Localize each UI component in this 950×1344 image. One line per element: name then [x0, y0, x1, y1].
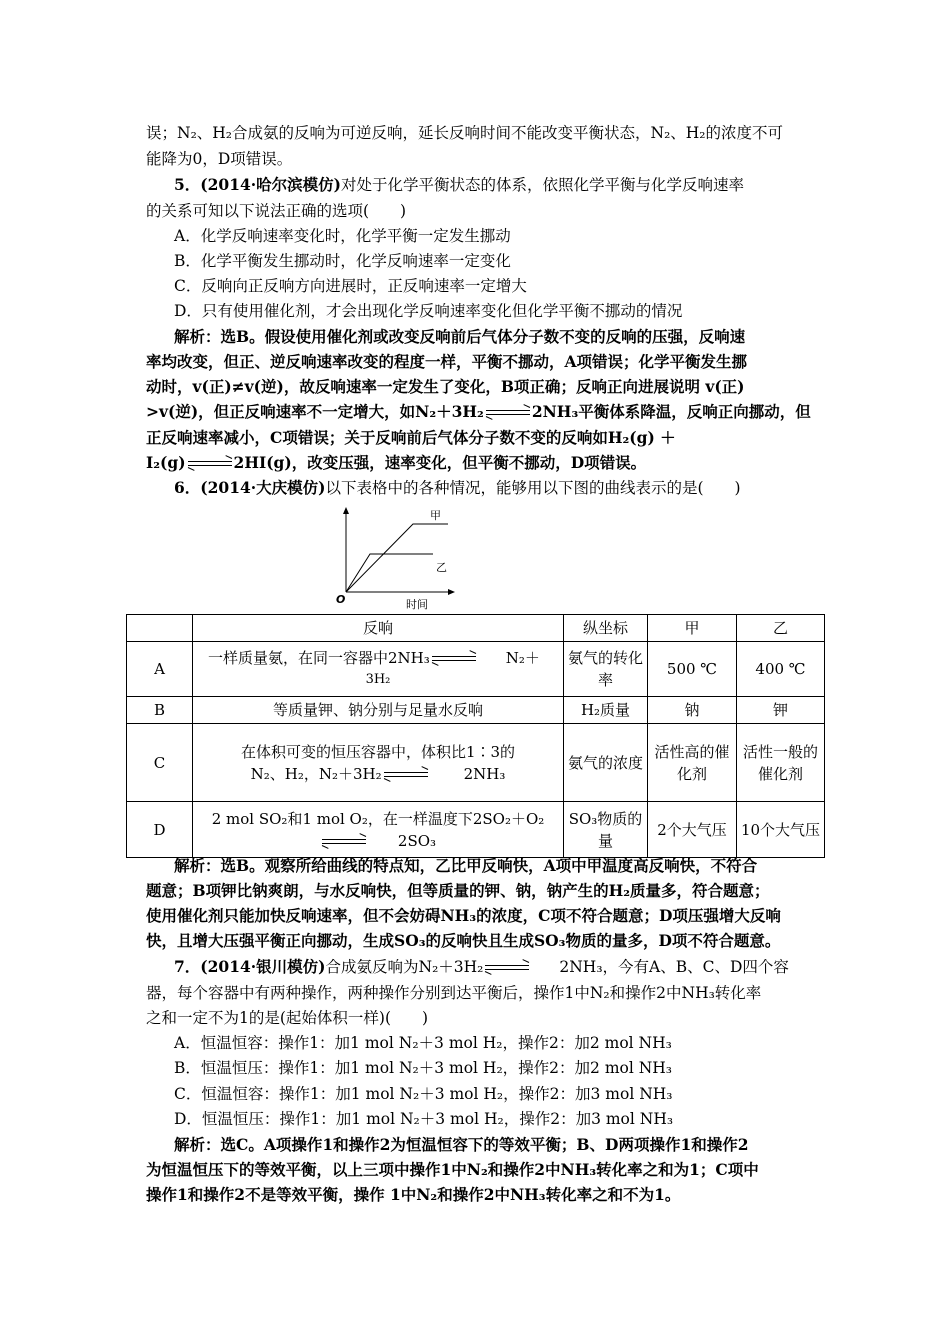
text-segment: 在体积可变的恒压容器中，体积比1∶3的	[240, 742, 516, 761]
jia-cell: 2个大气压	[648, 802, 737, 858]
ycoord-cell: 氨气的转化率	[564, 642, 648, 697]
origin-label: O	[336, 593, 346, 606]
text-segment: 一样质量氨，在同一容器中2NH₃	[208, 649, 430, 667]
answer-line: 动时，v(正)≠v(逆)，故反响速率一定发生了变化，B项正确；反响正向进展说明 v(正)	[146, 377, 745, 396]
answer-line	[146, 453, 646, 473]
yi-cell: 活性一般的催化剂	[737, 724, 825, 802]
table-header-cell: 甲	[648, 615, 737, 642]
equilibrium-arrow-icon	[432, 654, 476, 664]
equilibrium-arrow-icon	[485, 963, 529, 973]
option-b: B．化学平衡发生挪动时，化学反响速率一定变化	[174, 252, 511, 270]
curve-graph	[330, 505, 460, 610]
text-segment: 2 mol SO₂和1 mol O₂，在一样温度下2SO₂＋O₂	[211, 809, 545, 828]
jia-cell: 活性高的催化剂	[648, 724, 737, 802]
text-segment: 2NH₃	[463, 764, 506, 783]
row-label: D	[127, 802, 193, 858]
answer-line: 率均改变，但正、逆反响速率改变的程度一样，平衡不挪动，A项错误；化学平衡发生挪	[146, 352, 748, 371]
text-segment: 3H₂	[365, 672, 391, 687]
option-d: D．恒温恒压：操作1：加1 mol N₂＋3 mol H₂，操作2：加3 mol NH₃	[174, 1110, 674, 1128]
table-header-row	[127, 615, 825, 642]
answer-line: 为恒温恒压下的等效平衡，以上三项中操作1中N₂和操作2中NH₃转化率之和为1；C项中	[146, 1160, 759, 1179]
reaction-cell	[193, 642, 564, 697]
table-header-cell: 反响	[193, 615, 564, 642]
text-segment: I₂(g)	[146, 453, 186, 472]
equilibrium-arrow-icon	[188, 459, 232, 469]
ycoord-cell: H₂质量	[564, 697, 648, 724]
text-line: 对处于化学平衡状态的体系，依照化学平衡与化学反响速率	[341, 176, 745, 194]
question-number: 5．(2014·哈尔滨模仿)	[174, 175, 341, 194]
table-row	[127, 642, 825, 697]
text-segment: N₂＋	[505, 649, 540, 667]
table-row	[127, 697, 825, 724]
answer-line	[146, 402, 811, 422]
ycoord-cell: 氨气的浓度	[564, 724, 648, 802]
answer-line: 解析：选B。假设使用催化剂或改变反响前后气体分子数不变的反响的压强，反响速	[174, 327, 746, 346]
text-line: 的关系可知以下说法正确的选项( )	[146, 202, 407, 220]
ycoord-cell: SO₃物质的量	[564, 802, 648, 858]
row-label: C	[127, 724, 193, 802]
table-row	[127, 802, 825, 858]
text-line: 以下表格中的各种情况，能够用以下图的曲线表示的是( )	[325, 479, 741, 497]
option-b: B．恒温恒压：操作1：加1 mol N₂＋3 mol H₂，操作2：加2 mol NH₃	[174, 1059, 673, 1077]
curve-jia	[346, 524, 448, 592]
option-c: C．恒温恒容：操作1：加1 mol N₂＋3 mol H₂，操作2：加3 mol NH₃	[174, 1085, 673, 1103]
question-number: 6．(2014·大庆模仿)	[174, 478, 326, 497]
reaction-cell: 等质量钾、钠分别与足量水反响	[193, 697, 564, 724]
option-d: D．只有使用催化剂，才会出现化学反响速率变化但化学平衡不挪动的情况	[174, 302, 683, 320]
table-row	[127, 724, 825, 802]
text-segment: 2SO₃	[397, 831, 437, 850]
y-axis-arrow-icon	[343, 507, 349, 514]
text-segment: 2NH₃，今有A、B、C、D四个容	[559, 958, 789, 976]
table-header-cell	[127, 615, 193, 642]
row-label: B	[127, 697, 193, 724]
question-5-stem	[174, 175, 744, 195]
x-axis-arrow-icon	[448, 589, 455, 595]
curve-yi	[346, 554, 433, 592]
question-7-stem	[174, 957, 789, 977]
question-number: 7．(2014·银川模仿)	[174, 957, 326, 976]
answer-line: 使用催化剂只能加快反响速率，但不会妨碍NH₃的浓度，C项不符合题意；D项压强增大反响	[146, 906, 781, 925]
text-segment: >v(逆)，但正反响速率不一定增大，如N₂＋3H₂	[146, 402, 484, 421]
text-line: 能降为0，D项错误。	[146, 150, 293, 168]
curve-jia-label: 甲	[430, 509, 441, 522]
equilibrium-arrow-icon	[486, 408, 530, 418]
text-segment: 2HI(g)，改变压强，速率变化，但平衡不挪动，D项错误。	[233, 453, 647, 472]
option-a: A．恒温恒容：操作1：加1 mol N₂＋3 mol H₂，操作2：加2 mol NH₃	[174, 1034, 672, 1052]
reaction-cell	[193, 724, 564, 802]
yi-cell: 400 ℃	[737, 642, 825, 697]
text-line: 器，每个容器中有两种操作，两种操作分别到达平衡后，操作1中N₂和操作2中NH₃转化率	[146, 984, 762, 1002]
answer-line: 正反响速率减小，C项错误；关于反响前后气体分子数不变的反响如H₂(g) ＋	[146, 428, 676, 447]
option-c: C．反响向正反响方向进展时，正反响速率一定增大	[174, 277, 527, 295]
x-axis-label: 时间	[406, 598, 428, 610]
jia-cell: 500 ℃	[648, 642, 737, 697]
table-header-cell: 乙	[737, 615, 825, 642]
question-6-stem	[174, 478, 741, 498]
data-table	[126, 614, 825, 858]
text-segment: 2NH₃平衡体系降温，反响正向挪动，但	[531, 402, 811, 421]
row-label: A	[127, 642, 193, 697]
answer-line: 解析：选B。观察所给曲线的特点知，乙比甲反响快，A项中甲温度高反响快，不符合	[174, 856, 758, 875]
text-segment: N₂、H₂，N₂＋3H₂	[250, 764, 382, 783]
yi-cell: 10个大气压	[737, 802, 825, 858]
option-a: A．化学反响速率变化时，化学平衡一定发生挪动	[174, 227, 511, 245]
answer-line: 操作1和操作2不是等效平衡，操作 1中N₂和操作2中NH₃转化率之和不为1。	[146, 1185, 681, 1204]
answer-line: 快，且增大压强平衡正向挪动，生成SO₃的反响快且生成SO₃物质的量多，D项不符合题意。	[146, 931, 781, 950]
text-segment: 合成氨反响为N₂＋3H₂	[325, 958, 484, 976]
text-line: 之和一定不为1的是(起始体积一样)( )	[146, 1009, 429, 1027]
reaction-cell	[193, 802, 564, 858]
yi-cell: 钾	[737, 697, 825, 724]
table-header-cell: 纵坐标	[564, 615, 648, 642]
answer-line: 解析：选C。A项操作1和操作2为恒温恒容下的等效平衡；B、D两项操作1和操作2	[174, 1135, 749, 1154]
curve-yi-label: 乙	[436, 561, 447, 574]
equilibrium-arrow-icon	[322, 837, 366, 847]
jia-cell: 钠	[648, 697, 737, 724]
text-line: 误；N₂、H₂合成氨的反响为可逆反响，延长反响时间不能改变平衡状态，N₂、H₂的浓度不可	[146, 124, 784, 142]
equilibrium-arrow-icon	[384, 770, 428, 780]
answer-line: 题意；B项钾比钠爽朗，与水反响快，但等质量的钾、钠，钠产生的H₂质量多，符合题意；	[146, 881, 770, 900]
